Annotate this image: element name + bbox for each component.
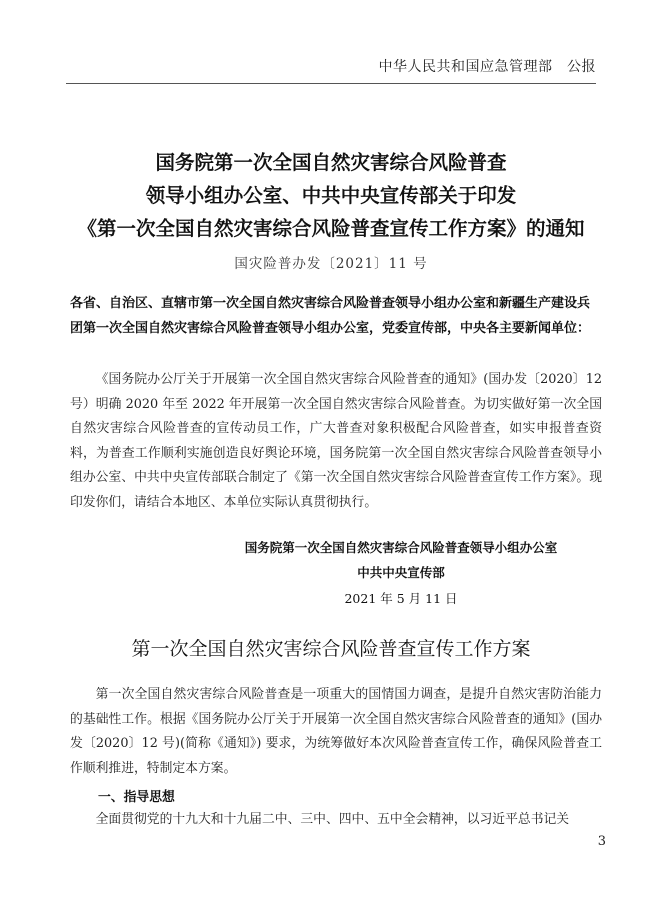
plan-title: 第一次全国自然灾害综合风险普查宣传工作方案	[131, 638, 531, 660]
header-divider	[66, 83, 596, 84]
page-number: 3	[597, 834, 606, 849]
notice-title-line: 国务院第一次全国自然灾害综合风险普查	[155, 151, 507, 174]
addressee: 各省、自治区、直辖市第一次全国自然灾害综合风险普查领导小组办公室和新疆生产建设兵团第一次全国自然灾害综合风险普查领导小组办公室，党委宣传部，中央各主要新闻单位：	[70, 296, 591, 336]
signature-department: 中共中央宣传部	[357, 565, 445, 580]
signature-organization: 国务院第一次全国自然灾害综合风险普查领导小组办公室	[244, 540, 558, 555]
notice-title	[0, 146, 662, 245]
notice-title-line: 领导小组办公室、中共中央宣传部关于印发	[145, 184, 517, 207]
publication-header: 中华人民共和国应急管理部 公报	[378, 59, 596, 75]
document-number: 国灾险普办发〔2021〕11 号	[234, 256, 428, 272]
signature-date: 2021 年 5 月 11 日	[344, 591, 458, 606]
notice-body-paragraph: 《国务院办公厅关于开展第一次全国自然灾害综合风险普查的通知》(国办发〔2020〕12 号）明确 2020 年至 2022 年开展第一次全国自然灾害综合风险普查。为切实做好第一次全国自然灾害综合风险普查的宣传动员工作，广大普查对象积极配合风险普查，如实申报普查资料，为普查工作顺利实施创造良好舆论环境，国务院第一次全国自然灾害综合风险普查领导小组办公室、中共中央宣传部联合制定了《第一次全国自然灾害综合风险普查宣传工作方案》。现印发你们，请结合本地区、本单位实际认真贯彻执行。	[70, 372, 602, 510]
section-paragraph: 全面贯彻党的十九大和十九届二中、三中、四中、五中全会精神，以习近平总书记关	[95, 812, 570, 827]
plan-intro-paragraph: 第一次全国自然灾害综合风险普查是一项重大的国情国力调查，是提升自然灾害防治能力的基础性工作。根据《国务院办公厅关于开展第一次全国自然灾害综合风险普查的通知》(国办发〔2020〕12 号)(简称《通知》) 要求，为统筹做好本次风险普查宣传工作，确保风险普查工作顺利推进，特制定本方案。	[70, 687, 602, 776]
notice-title-line: 《第一次全国自然灾害综合风险普查宣传工作方案》的通知	[77, 217, 585, 240]
section-heading: 一、指导思想	[98, 790, 175, 805]
